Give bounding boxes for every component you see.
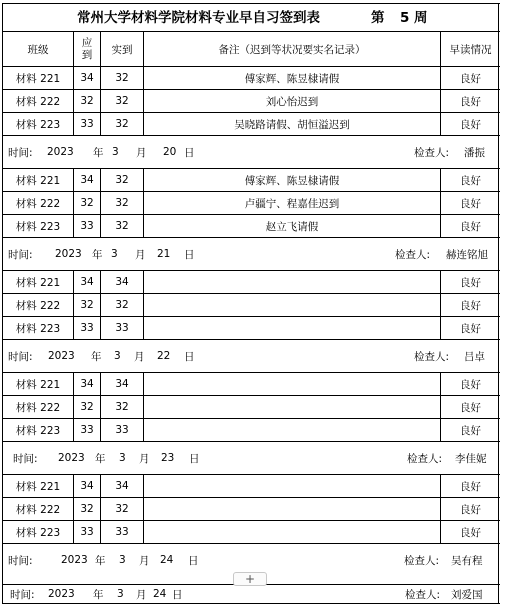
time-label: 时间:: [13, 452, 38, 465]
actual-cell: 33: [101, 521, 144, 543]
day-unit: 日: [172, 588, 183, 601]
time-label: 时间:: [8, 554, 33, 567]
day-value: 20: [163, 146, 177, 158]
reading-cell: 良好: [460, 480, 481, 493]
add-button[interactable]: +: [233, 572, 267, 586]
year-unit: 年: [95, 452, 106, 465]
actual-cell: 32: [101, 67, 144, 89]
year-value: 2023: [48, 588, 75, 600]
expected-cell: 32: [74, 294, 101, 316]
inspector-name: 吴有程: [451, 554, 483, 567]
inspector-label: 检查人:: [395, 248, 431, 261]
class-cell: 材料 221: [3, 373, 74, 395]
day-unit: 日: [189, 452, 200, 465]
actual-cell: 32: [101, 215, 144, 237]
inspector-name: 刘爱国: [451, 588, 483, 601]
time-label: 时间:: [8, 248, 33, 261]
inspector-label: 检查人:: [404, 554, 440, 567]
day-unit: 日: [188, 554, 199, 567]
header-expected: [74, 32, 101, 66]
table-row: [3, 89, 500, 112]
table-row: [3, 520, 500, 543]
actual-cell: 32: [101, 113, 144, 135]
month-value: 3: [112, 146, 119, 158]
reading-cell: 良好: [460, 72, 481, 85]
remark-cell: [144, 475, 441, 497]
day-value: 22: [157, 350, 171, 362]
date-inspector-line: [3, 237, 500, 270]
class-cell: 材料 221: [3, 67, 74, 89]
expected-cell: 33: [74, 419, 101, 441]
header-reading: 早读情况: [449, 43, 492, 56]
inspector-label: 检查人:: [405, 588, 441, 601]
date-inspector-line: [3, 339, 500, 372]
remark-cell: [144, 521, 441, 543]
actual-cell: 33: [101, 419, 144, 441]
month-value: 3: [114, 350, 121, 362]
actual-cell: 34: [101, 475, 144, 497]
table-row: [3, 293, 500, 316]
year-value: 2023: [47, 146, 74, 158]
actual-cell: 32: [101, 90, 144, 112]
day-value: 24: [153, 588, 167, 600]
year-unit: 年: [91, 350, 102, 363]
table-row: [3, 112, 500, 135]
expected-cell: 34: [74, 475, 101, 497]
month-value: 3: [119, 452, 126, 464]
expected-cell: 33: [74, 521, 101, 543]
header-expected-2: 到: [81, 49, 93, 61]
table-row: [3, 497, 500, 520]
actual-cell: 34: [101, 373, 144, 395]
inspector-name: 赫连铭旭: [446, 248, 488, 261]
sign-in-sheet: [2, 3, 499, 604]
month-value: 3: [117, 588, 124, 600]
time-label: 时间:: [8, 350, 33, 363]
day-value: 23: [161, 452, 175, 464]
year-value: 2023: [48, 350, 75, 362]
expected-cell: 32: [74, 396, 101, 418]
table-header: [3, 31, 500, 66]
actual-cell: 32: [101, 294, 144, 316]
day-value: 24: [160, 554, 174, 566]
table-row: [3, 474, 500, 497]
expected-cell: 33: [74, 317, 101, 339]
class-cell: 材料 223: [3, 317, 74, 339]
reading-cell: 良好: [460, 322, 481, 335]
table-row: [3, 270, 500, 293]
month-value: 3: [111, 248, 118, 260]
class-cell: 材料 223: [3, 419, 74, 441]
inspector-label: 检查人:: [407, 452, 443, 465]
header-remark: 备注（迟到等状况要实名记录）: [144, 32, 441, 66]
time-label: 时间:: [10, 588, 35, 601]
year-value: 2023: [61, 554, 88, 566]
inspector-name: 潘振: [464, 146, 485, 159]
year-unit: 年: [95, 554, 106, 567]
class-cell: 材料 222: [3, 396, 74, 418]
reading-cell: 良好: [460, 526, 481, 539]
month-unit: 月: [136, 146, 147, 159]
day-unit: 日: [184, 248, 195, 261]
actual-cell: 32: [101, 498, 144, 520]
expected-cell: 34: [74, 373, 101, 395]
table-row: [3, 191, 500, 214]
day-value: 21: [157, 248, 171, 260]
actual-cell: 34: [101, 271, 144, 293]
bottom-border: [3, 603, 500, 604]
reading-cell: 良好: [460, 174, 481, 187]
class-cell: 材料 221: [3, 169, 74, 191]
remark-cell: 傅家辉、陈昱棣请假: [144, 67, 441, 89]
reading-cell: 良好: [460, 424, 481, 437]
actual-cell: 33: [101, 317, 144, 339]
table-row: [3, 395, 500, 418]
date-inspector-line: [3, 441, 500, 474]
week-suffix: 周: [414, 10, 428, 26]
remark-cell: [144, 396, 441, 418]
month-unit: 月: [136, 588, 147, 601]
week-number: 5: [400, 10, 410, 26]
table-row: [3, 418, 500, 441]
header-actual: 实到: [101, 32, 144, 66]
month-unit: 月: [134, 350, 145, 363]
class-cell: 材料 223: [3, 521, 74, 543]
remark-cell: [144, 498, 441, 520]
reading-cell: 良好: [460, 220, 481, 233]
reading-cell: 良好: [460, 95, 481, 108]
month-unit: 月: [135, 248, 146, 261]
class-cell: 材料 222: [3, 294, 74, 316]
remark-cell: 刘心怡迟到: [144, 90, 441, 112]
header-expected-1: 应: [81, 37, 93, 49]
reading-cell: 良好: [460, 503, 481, 516]
remark-cell: 卢疆宁、程嘉佳迟到: [144, 192, 441, 214]
month-value: 3: [119, 554, 126, 566]
actual-cell: 32: [101, 396, 144, 418]
table-row: [3, 316, 500, 339]
remark-cell: [144, 419, 441, 441]
remark-cell: [144, 373, 441, 395]
day-unit: 日: [184, 146, 195, 159]
class-cell: 材料 222: [3, 498, 74, 520]
expected-cell: 32: [74, 498, 101, 520]
expected-cell: 34: [74, 271, 101, 293]
date-inspector-line: [3, 135, 500, 168]
table-row: [3, 214, 500, 237]
inspector-label: 检查人:: [414, 146, 450, 159]
day-unit: 日: [184, 350, 195, 363]
reading-cell: 良好: [460, 401, 481, 414]
reading-cell: 良好: [460, 118, 481, 131]
week-label: 第: [371, 10, 385, 26]
expected-cell: 33: [74, 215, 101, 237]
class-cell: 材料 221: [3, 271, 74, 293]
class-cell: 材料 223: [3, 215, 74, 237]
remark-cell: 吴晓路请假、胡恒溢迟到: [144, 113, 441, 135]
year-value: 2023: [55, 248, 82, 260]
remark-cell: [144, 271, 441, 293]
inspector-name: 吕卓: [464, 350, 485, 363]
time-label: 时间:: [8, 146, 33, 159]
title-text: 常州大学材料学院材料专业早自习签到表: [77, 10, 320, 26]
sheet-title: [3, 3, 500, 31]
remark-cell: 傅家辉、陈昱棣请假: [144, 169, 441, 191]
reading-cell: 良好: [460, 378, 481, 391]
table-row: [3, 372, 500, 395]
inspector-label: 检查人:: [414, 350, 450, 363]
expected-cell: 32: [74, 90, 101, 112]
table-row: [3, 66, 500, 89]
reading-cell: 良好: [460, 197, 481, 210]
month-unit: 月: [139, 554, 150, 567]
extra-footer-line: [3, 584, 500, 603]
remark-cell: [144, 317, 441, 339]
year-value: 2023: [58, 452, 85, 464]
year-unit: 年: [92, 248, 103, 261]
actual-cell: 32: [101, 192, 144, 214]
class-cell: 材料 223: [3, 113, 74, 135]
class-cell: 材料 222: [3, 90, 74, 112]
expected-cell: 34: [74, 169, 101, 191]
month-unit: 月: [139, 452, 150, 465]
class-cell: 材料 221: [3, 475, 74, 497]
year-unit: 年: [93, 588, 104, 601]
reading-cell: 良好: [460, 276, 481, 289]
expected-cell: 34: [74, 67, 101, 89]
expected-cell: 32: [74, 192, 101, 214]
actual-cell: 32: [101, 169, 144, 191]
remark-cell: 赵立飞请假: [144, 215, 441, 237]
reading-cell: 良好: [460, 299, 481, 312]
expected-cell: 33: [74, 113, 101, 135]
table-row: [3, 168, 500, 191]
remark-cell: [144, 294, 441, 316]
year-unit: 年: [93, 146, 104, 159]
class-cell: 材料 222: [3, 192, 74, 214]
inspector-name: 李佳妮: [455, 452, 487, 465]
header-class: 班级: [3, 32, 74, 66]
